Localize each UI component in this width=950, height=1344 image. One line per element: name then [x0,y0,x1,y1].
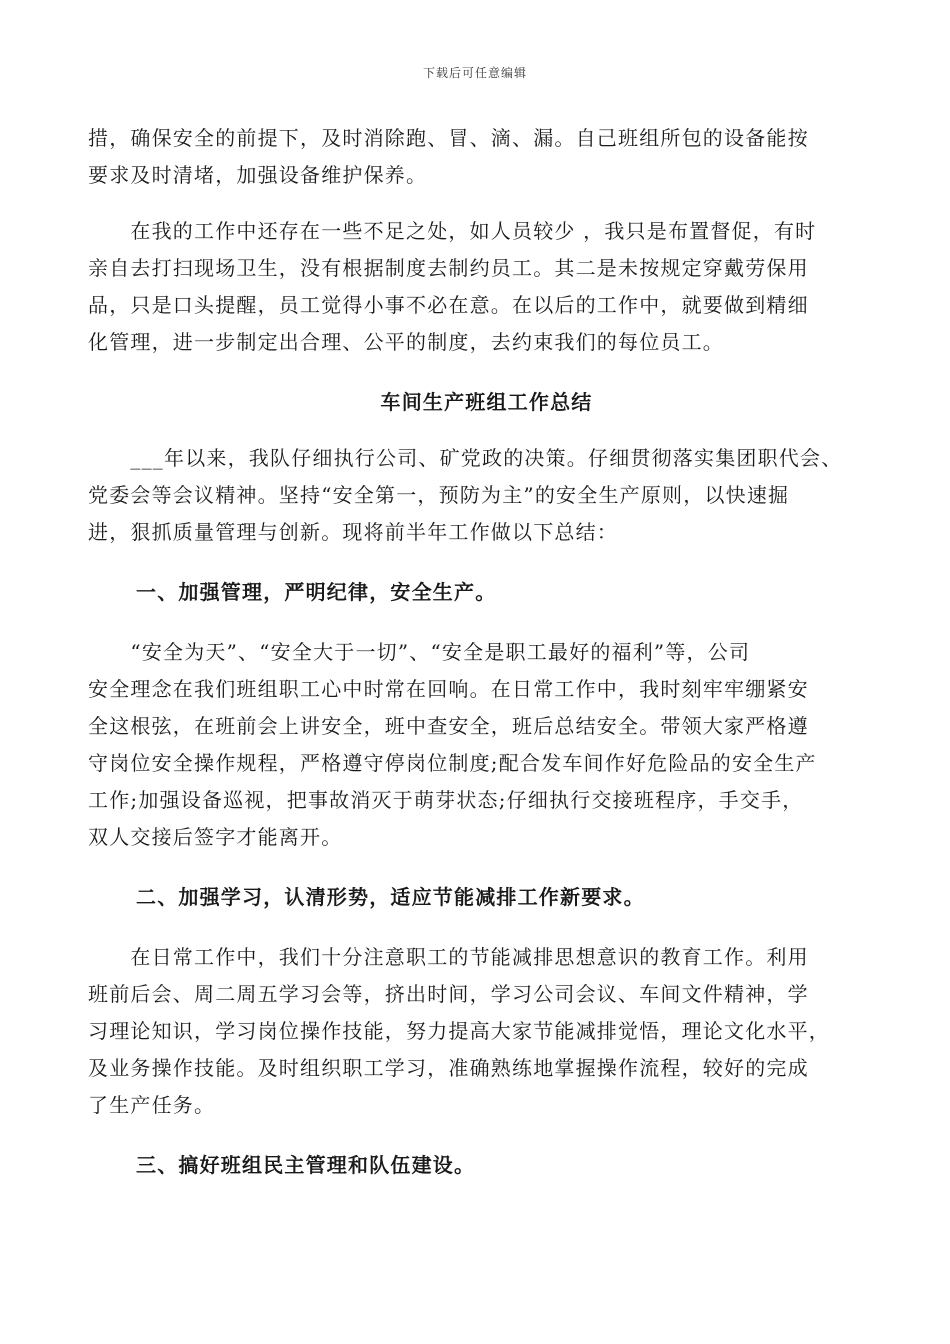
paragraph-2 [88,213,863,361]
paragraph-1 [88,120,863,194]
text-line: 在日常工作中，我们十分注意职工的节能减排思想意识的教育工作。利用 [88,945,809,969]
heading-2: 二、加强学习，认清形势，适应节能减排工作新要求。 [136,885,645,909]
text-line: 双人交接后签字才能离开。 [88,825,343,849]
text-line: 及业务操作技能。及时组织职工学习，准确熟练地掌握操作流程，较好的完成 [88,1056,809,1080]
text-line: 品，只是口头提醒，员工觉得小事不必在意。在以后的工作中，就要做到精细 [88,293,809,317]
section-title: 车间生产班组工作总结 [380,390,593,414]
paragraph-5 [88,939,863,1124]
text-line: 守岗位安全操作规程，严格遵守停岗位制度;配合发车间作好危险品的安全生产 [88,751,817,775]
text-line: 化管理，进一步制定出合理、公平的制度，去约束我们的每位员工。 [88,330,724,354]
text-line: “安全为天”、“安全大于一切”、“安全是职工最好的福利”等，公司 [88,640,751,664]
heading-1: 一、加强管理，严明纪律，安全生产。 [136,580,497,604]
paragraph-3 [88,440,863,551]
text-line: 了生产任务。 [88,1093,216,1117]
heading-3: 三、搞好班组民主管理和队伍建设。 [136,1153,476,1177]
paragraph-4 [88,634,863,856]
text-line: 措，确保安全的前提下，及时消除跑、冒、滴、漏。自己班组所包的设备能按 [88,126,809,150]
text-line: 班前后会、周二周五学习会等，挤出时间，学习公司会议、车间文件精神，学 [88,982,809,1006]
text-line: 进，狠抓质量管理与创新。现将前半年工作做以下总结： [88,520,618,544]
text-line: 全这根弦，在班前会上讲安全，班中查安全，班后总结安全。带领大家严格遵 [88,714,809,738]
text-line: 亲自去打扫现场卫生，没有根据制度去制约员工。其二是未按规定穿戴劳保用 [88,256,809,280]
text-line: 党委会等会议精神。坚持“安全第一，预防为主”的安全生产原则，以快速掘 [88,483,790,507]
text-line: ___年以来，我队仔细执行公司、矿党政的决策。仔细贯彻落实集团职代会、 [88,446,843,470]
document-body [88,120,863,1184]
page-header: 下载后可任意编辑 [422,66,527,80]
text-line: 在我的工作中还存在一些不足之处，如人员较少 ，我只是布置督促，有时 [88,219,817,243]
text-line: 工作;加强设备巡视，把事故消灭于萌芽状态;仔细执行交接班程序，手交手， [88,788,804,812]
text-line: 习理论知识，学习岗位操作技能，努力提高大家节能减排觉悟，理论文化水平， [88,1019,830,1043]
text-line: 要求及时清堵，加强设备维护保养。 [88,163,428,187]
text-line: 安全理念在我们班组职工心中时常在回响。在日常工作中，我时刻牢牢绷紧安 [88,677,809,701]
